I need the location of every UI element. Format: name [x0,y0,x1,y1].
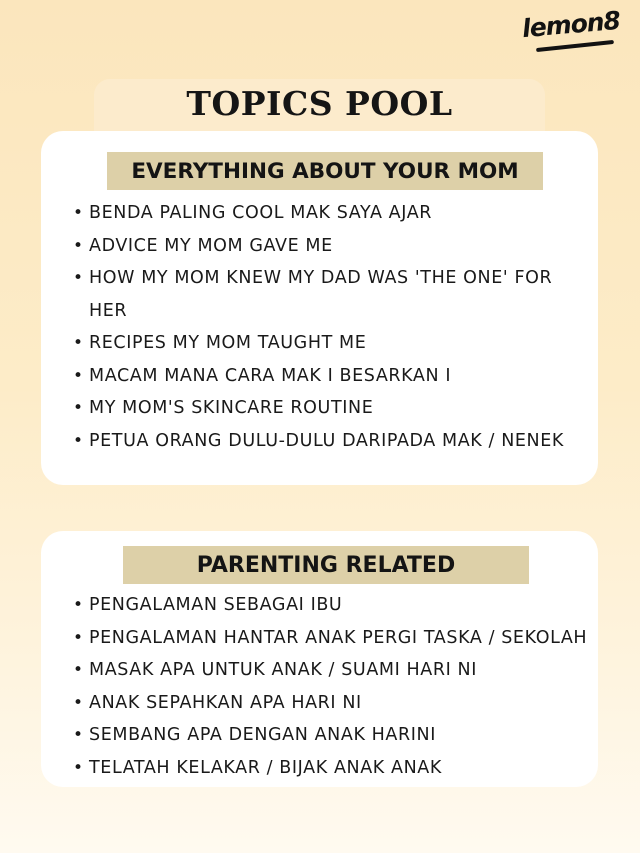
section-heading-highlight [123,546,529,584]
list-item: • ANAK SEPAHKAN APA HARI NI [73,687,588,720]
section-heading: EVERYTHING ABOUT YOUR MOM [131,158,519,184]
page-title: TOPICS POOL [186,84,453,123]
list-item: • ADVICE MY MOM GAVE ME [73,230,588,263]
list-item: • MACAM MANA CARA MAK I BESARKAN I [73,360,588,393]
list-item: • TELATAH KELAKAR / BIJAK ANAK ANAK [73,752,588,785]
topic-card-parenting [41,531,598,787]
list-item: • RECIPES MY MOM TAUGHT ME [73,327,588,360]
list-item: • HOW MY MOM KNEW MY DAD WAS 'THE ONE' FOR HER [73,262,588,327]
topic-card-mom [41,131,598,485]
list-item: • BENDA PALING COOL MAK SAYA AJAR [73,197,588,230]
brand-logo-underline [536,40,614,52]
list-item: • PETUA ORANG DULU-DULU DARIPADA MAK / NENEK [73,425,588,458]
topic-list [73,197,588,457]
topic-list [73,589,588,784]
section-heading-highlight [107,152,543,190]
list-item: • SEMBANG APA DENGAN ANAK HARINI [73,719,588,752]
list-item: • PENGALAMAN HANTAR ANAK PERGI TASKA / SEKOLAH [73,622,588,655]
section-heading: PARENTING RELATED [196,552,456,578]
list-item: • MY MOM'S SKINCARE ROUTINE [73,392,588,425]
list-item: • MASAK APA UNTUK ANAK / SUAMI HARI NI [73,654,588,687]
list-item: • PENGALAMAN SEBAGAI IBU [73,589,588,622]
brand-logo: lemon8 [520,5,622,44]
